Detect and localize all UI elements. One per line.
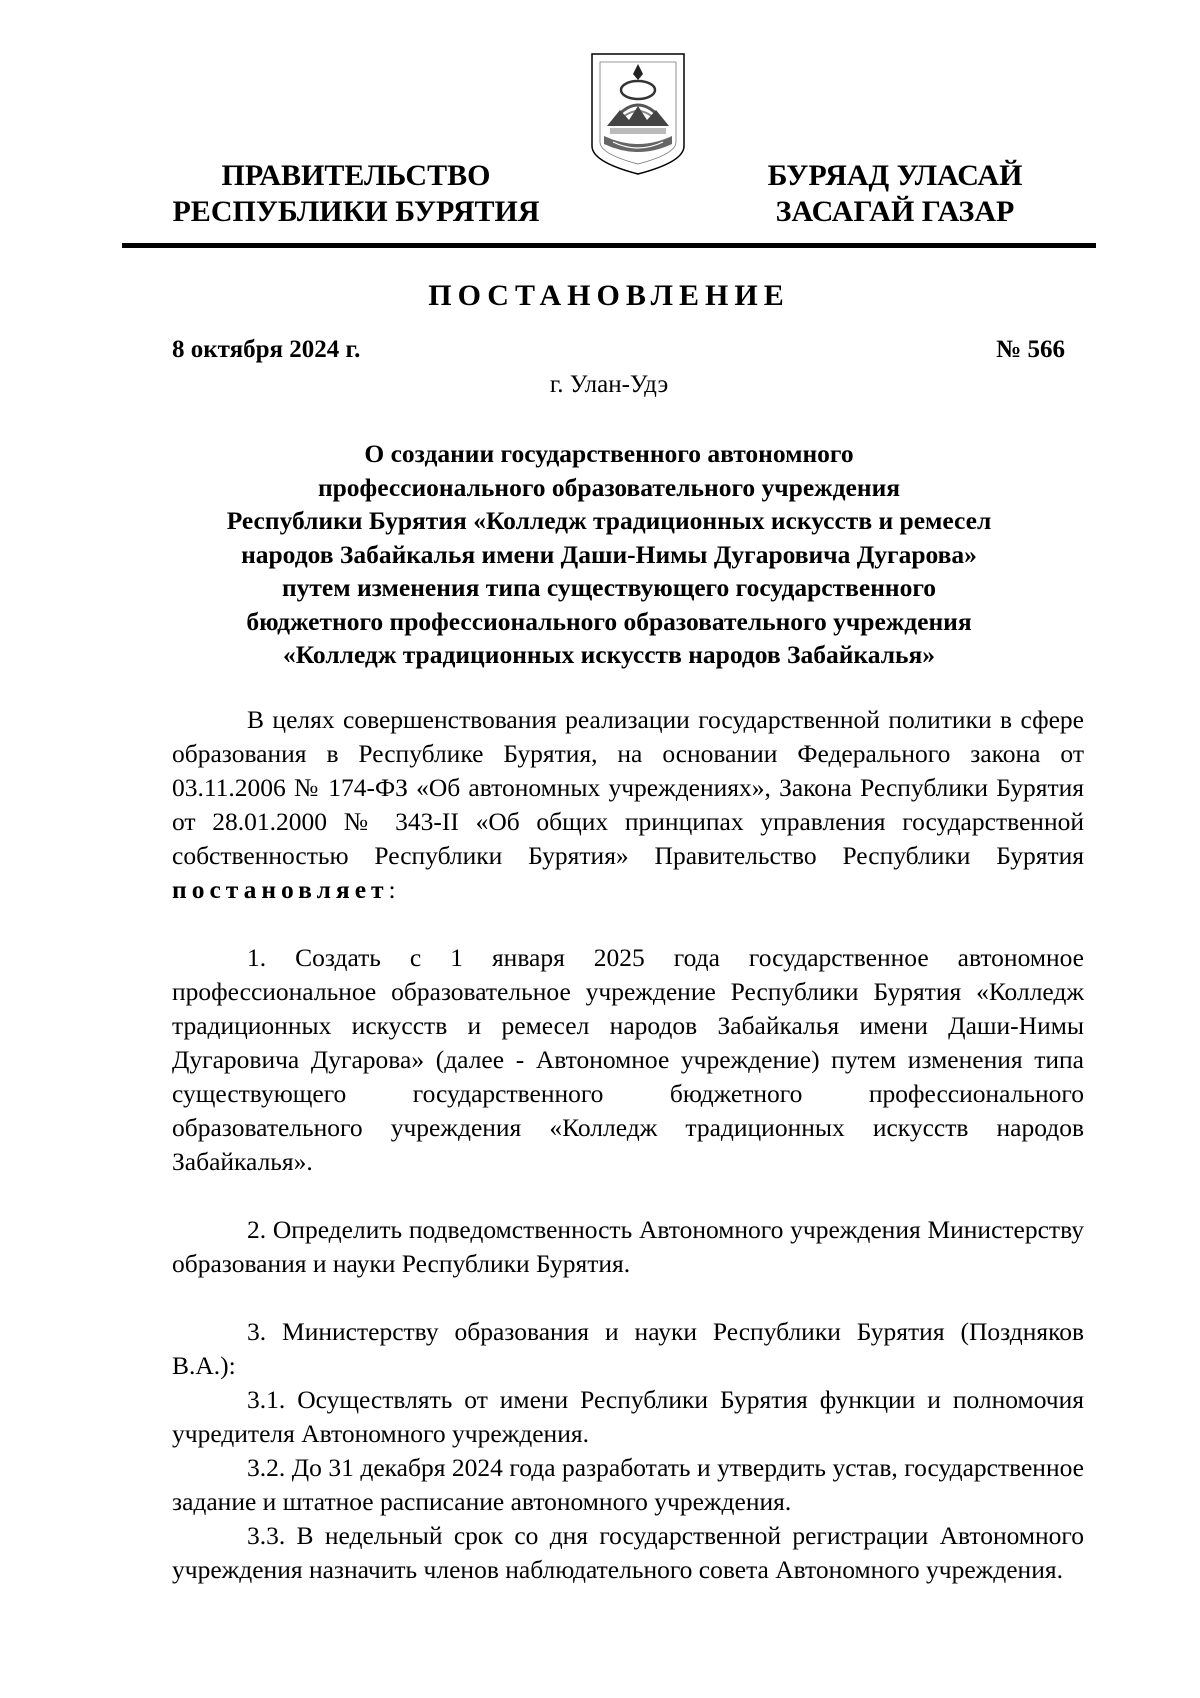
issuer-line-2: РЕСПУБЛИКИ БУРЯТИЯ	[172, 195, 540, 228]
header-divider	[122, 243, 1096, 248]
preamble-paragraph	[172, 703, 1084, 907]
resolve-colon: :	[388, 875, 396, 904]
subject-line: «Колледж традиционных искусств народов Забайкалья»	[282, 640, 936, 669]
document-body	[172, 703, 1084, 1587]
clause-2: 2. Определить подведомственность Автономного учреждения Министерству образования и науки Республики Бурятия.	[172, 1215, 1084, 1278]
issuer-line-1: ПРАВИТЕЛЬСТВО	[221, 159, 491, 192]
clause-3-2: 3.2. До 31 декабря 2024 года разработать и утвердить устав, государственное задание и штатное расписание автономного учреждения.	[172, 1453, 1084, 1516]
issuer-buryat-line-2: ЗАСАГАЙ ГАЗАР	[775, 195, 1015, 228]
subject-line: путем изменения типа существующего государственного	[281, 573, 937, 602]
resolve-word: постановляет	[172, 875, 389, 904]
subject-line: Республики Бурятия «Колледж традиционных искусств и ремесел	[226, 506, 992, 535]
issuer-name-russian	[170, 158, 542, 230]
clause-3-1: 3.1. Осуществлять от имени Республики Бурятия функции и полномочия учредителя Автономного учреждения.	[172, 1385, 1084, 1448]
subject-line: О создании государственного автономного	[364, 439, 854, 468]
document-type: ПОСТАНОВЛЕНИЕ	[428, 279, 790, 312]
clause-3: 3. Министерству образования и науки Республики Бурятия (Поздняков В.А.):	[172, 1317, 1084, 1380]
document-number: № 566	[996, 336, 1065, 363]
document-city: г. Улан-Удэ	[549, 371, 669, 398]
clause-3-3: 3.3. В недельный срок со дня государственной регистрации Автономного учреждения назначить членов наблюдательного совета Автономного учреждения.	[172, 1521, 1084, 1584]
subject-line: профессионального образовательного учреждения	[317, 472, 901, 502]
document-date: 8 октября 2024 г.	[172, 336, 361, 363]
subject-line: бюджетного профессионального образовательного учреждения	[246, 606, 972, 636]
issuer-buryat-line-1: БУРЯАД УЛАСАЙ	[767, 159, 1023, 192]
preamble-text: В целях совершенствования реализации государственной политики в сфере образования в Республике Бурятия, на основании Федерального закона от 03.11.2006 № 174-ФЗ «Об автономных учреждениях», Закона Республики Бурятия от 28.01.2000 № 343-II «Об общих принципах управления государственной собственностью Республики Бурятия» Правительство Республики Бурятия	[172, 705, 1084, 870]
clause-1: 1. Создать с 1 января 2025 года государственное автономное профессиональное образовательное учреждение Республики Бурятия «Колледж традиционных искусств и ремесел народов Забайкалья имени Даши-Нимы Дугаровича Дугарова» (далее - Автономное учреждение) путем изменения типа существующего государственного бюджетного профессионального образовательного учреждения «Колледж традиционных искусств народов Забайкалья».	[172, 943, 1084, 1176]
issuer-name-buryat	[745, 158, 1045, 230]
document-subject	[130, 437, 1088, 672]
coat-of-arms-icon	[589, 50, 687, 178]
subject-line: народов Забайкалья имени Даши-Нимы Дугаровича Дугарова»	[241, 539, 977, 569]
